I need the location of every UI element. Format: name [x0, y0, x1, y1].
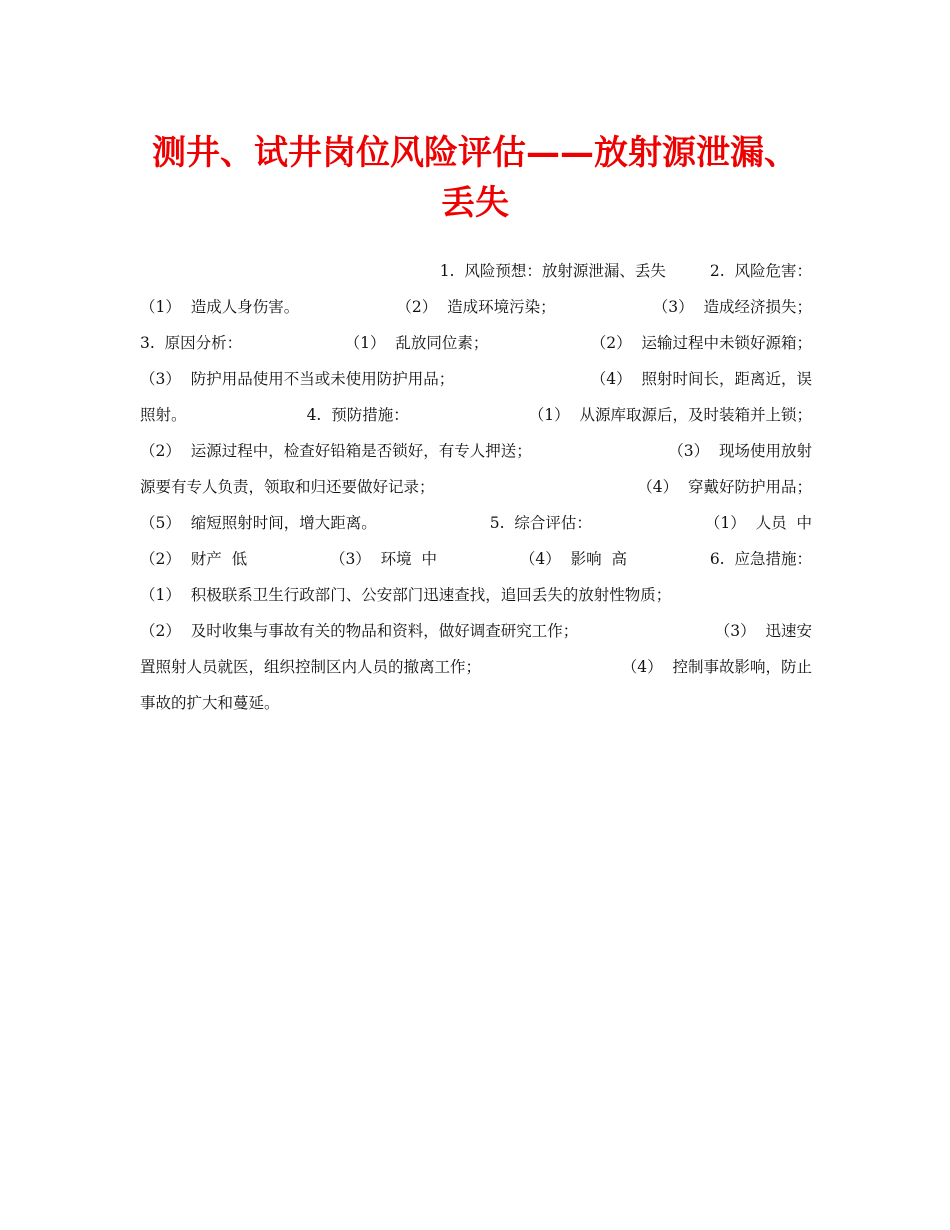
text-segment: （1） 造成人身伤害。: [140, 298, 300, 316]
text-segment: （1） 积极联系卫生行政部门、公安部门迅速查找，追回丢失的放射性物质；: [140, 586, 672, 604]
text-segment: （4） 穿戴好防护用品；: [637, 478, 812, 496]
body-line-4: [140, 360, 812, 396]
text-segment: （3） 现场使用放射: [668, 442, 812, 460]
body-line-1: [140, 252, 812, 288]
body-line-10: [140, 576, 812, 612]
text-segment: 4. 预防措施：: [306, 406, 409, 424]
text-segment: 源要有专人负责，领取和归还要做好记录；: [140, 478, 435, 496]
document-title: [140, 128, 810, 228]
text-segment: （2） 运源过程中，检查好铅箱是否锁好，有专人押送；: [140, 442, 532, 460]
body-line-12: [140, 648, 812, 684]
text-segment: （3） 防护用品使用不当或未使用防护用品；: [140, 370, 455, 388]
text-segment: （2） 造成环境污染；: [396, 298, 556, 316]
text-segment: 1. 风险预想：放射源泄漏、丢失: [439, 262, 666, 280]
body-line-5: [140, 396, 812, 432]
title-line-2: 丢失: [441, 183, 509, 223]
text-segment: （2） 财产 低: [140, 550, 248, 568]
body-line-8: [140, 504, 812, 540]
title-line-1: 测井、试井岗位风险评估——放射源泄漏、: [152, 133, 798, 173]
text-segment: 置照射人员就医，组织控制区内人员的撤离工作；: [140, 658, 482, 676]
document-body: [140, 252, 812, 720]
body-line-13: [140, 684, 812, 720]
text-segment: （1） 从源库取源后，及时装箱并上锁；: [528, 406, 812, 424]
text-segment: （3） 环境 中: [329, 550, 438, 568]
text-segment: （2） 及时收集与事故有关的物品和资料，做好调查研究工作；: [140, 622, 579, 640]
text-segment: （5） 缩短照射时间，增大距离。: [140, 514, 377, 532]
text-segment: （2） 运输过程中未锁好源箱；: [590, 334, 812, 352]
text-segment: 5. 综合评估：: [489, 514, 592, 532]
text-segment: 事故的扩大和蔓延。: [140, 694, 280, 712]
body-line-11: [140, 612, 812, 648]
text-segment: （4） 控制事故影响，防止: [621, 658, 812, 676]
body-line-2: [140, 288, 812, 324]
text-segment: 3. 原因分析：: [140, 334, 243, 352]
text-segment: （4） 影响 高: [519, 550, 627, 568]
body-line-9: [140, 540, 812, 576]
text-segment: （1） 乱放同位素；: [344, 334, 489, 352]
text-segment: 2. 风险危害：: [709, 262, 812, 280]
text-segment: （3） 造成经济损失；: [652, 298, 812, 316]
body-line-3: [140, 324, 812, 360]
text-segment: 6. 应急措施：: [709, 550, 812, 568]
body-line-6: [140, 432, 812, 468]
text-segment: （1） 人员 中: [704, 514, 812, 532]
text-segment: （4） 照射时间长，距离近，误: [590, 370, 812, 388]
text-segment: （3） 迅速安: [714, 622, 812, 640]
text-segment: 照射。: [140, 406, 187, 424]
body-line-7: [140, 468, 812, 504]
